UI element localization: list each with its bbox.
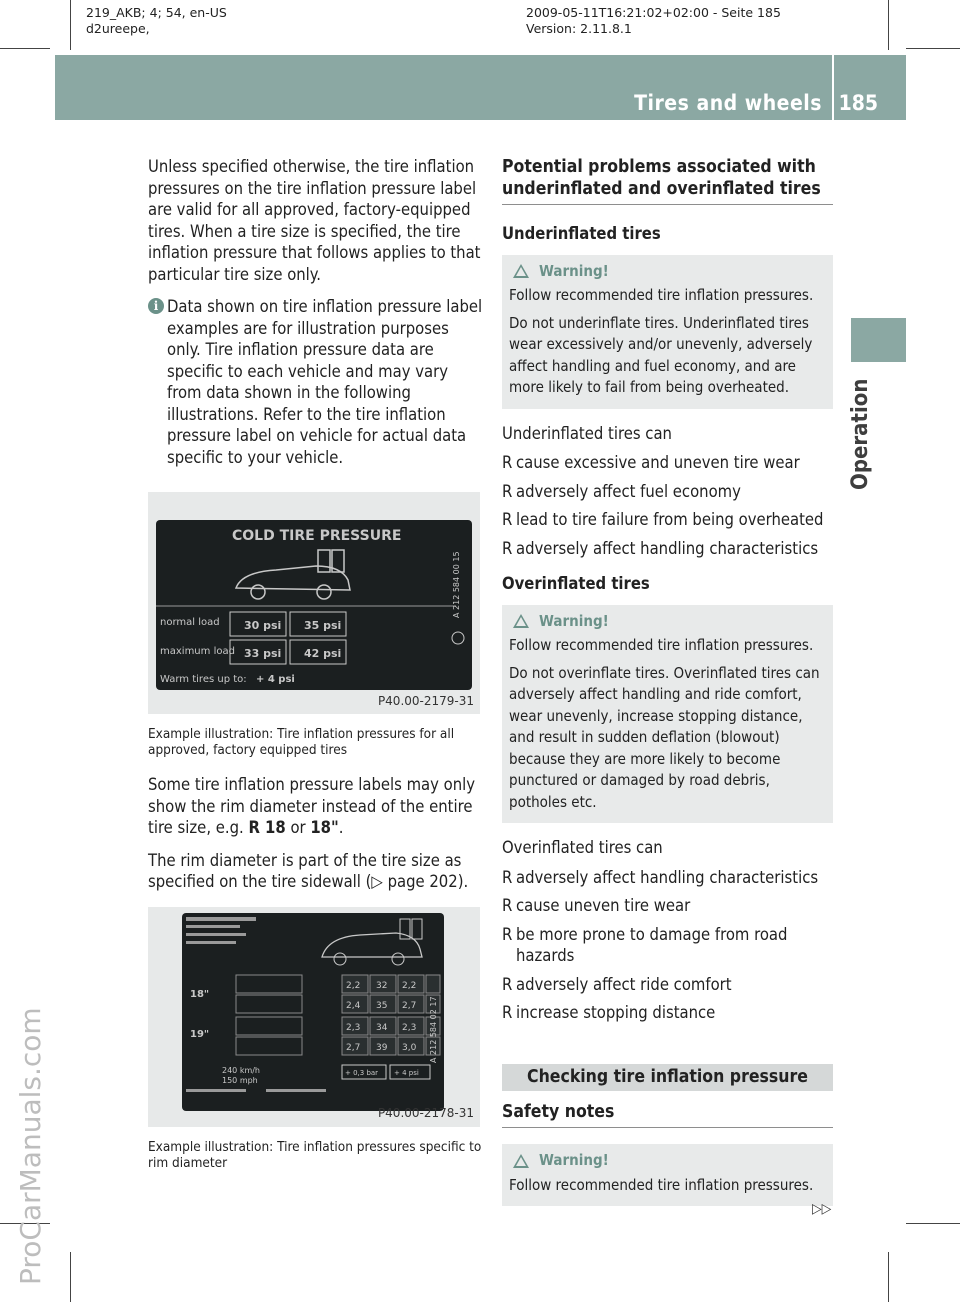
svg-text:2,7: 2,7 [346, 1042, 361, 1053]
label-title: COLD TIRE PRESSURE [232, 528, 402, 544]
warning-text: Follow recommended tire inflation pressures. [509, 636, 814, 654]
row-18b [236, 995, 440, 1013]
overinflated-list [502, 867, 833, 1024]
list-item: R adversely affect fuel economy [502, 481, 833, 503]
crop-mark [888, 0, 889, 50]
label-side-code: A 212 584 02 17 [429, 995, 438, 1063]
warning-box-underinflated [502, 255, 833, 409]
svg-text:35: 35 [376, 1000, 388, 1011]
subheading-underinflated: Underinflated tires [502, 224, 661, 243]
plus-bar-value: + 0,3 bar [345, 1068, 379, 1077]
rim-example-18: 18" [310, 818, 339, 837]
print-meta-line: d2ureepe, [86, 21, 150, 36]
row-19-label: 19" [190, 1028, 210, 1040]
warm-value: + 4 psi [256, 674, 295, 685]
row-18a [236, 975, 440, 993]
subheading-safety-notes: Safety notes [502, 1101, 833, 1128]
rim-example-r18: R 18 [248, 818, 286, 837]
svg-text:2,3: 2,3 [402, 1022, 417, 1033]
print-meta-line: 219_AKB; 4; 54, en-US [86, 5, 227, 20]
list-item: R cause uneven tire wear [502, 895, 833, 917]
right-column [502, 156, 833, 1218]
warning-label: Warning! [539, 611, 609, 630]
row1-rear-value: 35 psi [304, 619, 342, 632]
warning-label: Warning! [539, 1151, 609, 1169]
speed-kmh: 240 km/h [222, 1065, 261, 1075]
underinflated-intro: Underinflated tires can [502, 423, 672, 443]
figure-code: P40.00-2178-31 [377, 1106, 474, 1120]
warning-box-overinflated [502, 605, 833, 824]
warning-text: Follow recommended tire inflation pressures. [509, 286, 814, 304]
intro-paragraph: Unless specified otherwise, the tire inflation pressures on the tire inflation pressure label are valid for all approved, factory-equipped tires. When a tire size is specified, the tire inflation pressure that follows applies to that particular tire size only. [148, 157, 481, 284]
warning-header [509, 1150, 827, 1172]
list-item: R adversely affect handling characteristics [502, 867, 833, 889]
warning-header [509, 261, 827, 283]
tire-sidewall-paragraph: The rim diameter is part of the tire size as specified on the tire sidewall (▷ page 202). [148, 850, 469, 891]
rear-wheel-icon [317, 585, 331, 599]
left-column [148, 156, 483, 1187]
warning-label: Warning! [539, 261, 609, 280]
speed-mph: 150 mph [222, 1075, 258, 1085]
rim-end: . [338, 818, 344, 837]
text-line [186, 1089, 246, 1092]
warning-triangle-icon [513, 1154, 529, 1168]
row2-label: maximum load [160, 646, 235, 657]
svg-text:34: 34 [376, 1022, 388, 1033]
rim-or: or [290, 818, 306, 837]
crop-mark [888, 1252, 889, 1302]
list-item: R increase stopping distance [502, 1002, 833, 1024]
svg-text:2,3: 2,3 [346, 1022, 361, 1033]
header-divider [832, 55, 834, 120]
rim-diameter-paragraph [148, 774, 483, 839]
front-wheel-icon [251, 585, 265, 599]
figure-cold-tire-pressure [148, 492, 480, 714]
row1-label: normal load [160, 617, 220, 628]
svg-text:39: 39 [376, 1042, 388, 1053]
crop-mark [906, 1223, 960, 1224]
section-heading-checking: Checking tire inflation pressure [502, 1064, 833, 1092]
print-meta-right [526, 5, 781, 37]
svg-text:32: 32 [376, 980, 388, 991]
pressure-label-image [156, 520, 472, 690]
print-meta-left [86, 5, 227, 37]
info-book-icon [412, 919, 422, 939]
text-line [186, 925, 240, 928]
row1-front-value: 30 psi [244, 619, 282, 632]
chapter-title: Tires and wheels [634, 91, 822, 115]
crop-mark [70, 1252, 71, 1302]
list-item: R lead to tire failure from being overheated [502, 509, 833, 531]
label-side-code: A 212 584 00 15 [452, 551, 461, 618]
continue-arrow-icon: ▷▷ [812, 1201, 832, 1217]
list-item: R be more prone to damage from road hazards [502, 924, 833, 967]
pressure-label-drawing [156, 520, 472, 690]
text-line [186, 933, 246, 936]
warning-text: Do not underinflate tires. Underinflated tires wear excessively and/or unevenly, adversely affect handling and fuel economy, and are more likely to fail from being overheated. [509, 313, 813, 396]
list-item: R adversely affect ride comfort [502, 974, 833, 996]
watermark-text: ProCarManuals.com [14, 1007, 47, 1285]
tire-symbol-icon [452, 632, 464, 644]
svg-text:2,4: 2,4 [346, 1000, 361, 1011]
manual-icon [318, 550, 330, 572]
rear-wheel-icon [392, 953, 404, 965]
crop-mark [906, 48, 960, 49]
warning-header [509, 611, 827, 633]
rim-text: Some tire inflation pressure labels may only show the rim diameter instead of the entire tire size, e.g. [148, 775, 476, 837]
plus-psi-value: + 4 psi [394, 1068, 419, 1077]
text-line [186, 917, 256, 921]
figure-code: P40.00-2179-31 [377, 693, 474, 708]
list-item: R cause excessive and uneven tire wear [502, 452, 833, 474]
overinflated-intro: Overinflated tires can [502, 838, 663, 857]
section-heading: Potential problems associated with underinflated and overinflated tires [502, 156, 833, 205]
row-19a [236, 1017, 440, 1035]
warning-box-safety [502, 1144, 833, 1206]
rim-label-drawing [182, 913, 444, 1111]
side-tab-text: Operation [848, 378, 873, 490]
info-icon: i [148, 298, 164, 314]
svg-text:3,0: 3,0 [402, 1042, 417, 1053]
warning-text: Do not overinflate tires. Overinflated tires can adversely affect handling and ride comfort, wear unevenly, increase stopping distance, and result in sudden deflation (blowout) because they are more likely to become punctured or damaged by road debris, potholes etc. [509, 663, 820, 811]
row-19b [236, 1037, 440, 1055]
front-wheel-icon [334, 953, 346, 965]
figure-caption: Example illustration: Tire inflation pressures for all approved, factory equipped tires [148, 726, 455, 758]
underinflated-list [502, 452, 833, 559]
watermark [8, 60, 48, 1300]
page-number: 185 [838, 91, 878, 115]
crop-mark [0, 48, 50, 49]
text-line [266, 1089, 326, 1092]
info-note-text: Data shown on tire inflation pressure label examples are for illustration purposes only. Tire inflation pressure data are specific to each vehicle and may vary from data shown in the following illustrations. Refer to the tire inflation pressure label on vehicle for actual data specific to your vehicle. [167, 297, 483, 467]
rim-pressure-label-image [182, 913, 444, 1111]
svg-text:2,2: 2,2 [346, 980, 361, 991]
side-tab-label [848, 370, 888, 490]
warning-triangle-icon [513, 264, 529, 278]
print-meta-line: 2009-05-11T16:21:02+02:00 - Seite 185 [526, 5, 781, 20]
text-line [186, 941, 236, 944]
side-tab [851, 318, 906, 362]
svg-text:2,2: 2,2 [402, 980, 417, 991]
svg-text:2,7: 2,7 [402, 1000, 417, 1011]
print-meta-line: Version: 2.11.8.1 [526, 21, 632, 36]
row2-rear-value: 42 psi [304, 647, 342, 660]
info-note [148, 296, 483, 468]
warning-triangle-icon [513, 614, 529, 628]
subheading-overinflated: Overinflated tires [502, 574, 650, 593]
figure-rim-pressure [148, 907, 480, 1127]
row-18-label: 18" [190, 988, 210, 1000]
crop-mark [70, 0, 71, 50]
warm-label: Warm tires up to: [160, 674, 247, 685]
warning-text: Follow recommended tire inflation pressures. [509, 1175, 814, 1194]
row2-front-value: 33 psi [244, 647, 282, 660]
list-item: R adversely affect handling characteristics [502, 538, 833, 560]
figure-caption: Example illustration: Tire inflation pressures specific to rim diameter [148, 1138, 482, 1171]
